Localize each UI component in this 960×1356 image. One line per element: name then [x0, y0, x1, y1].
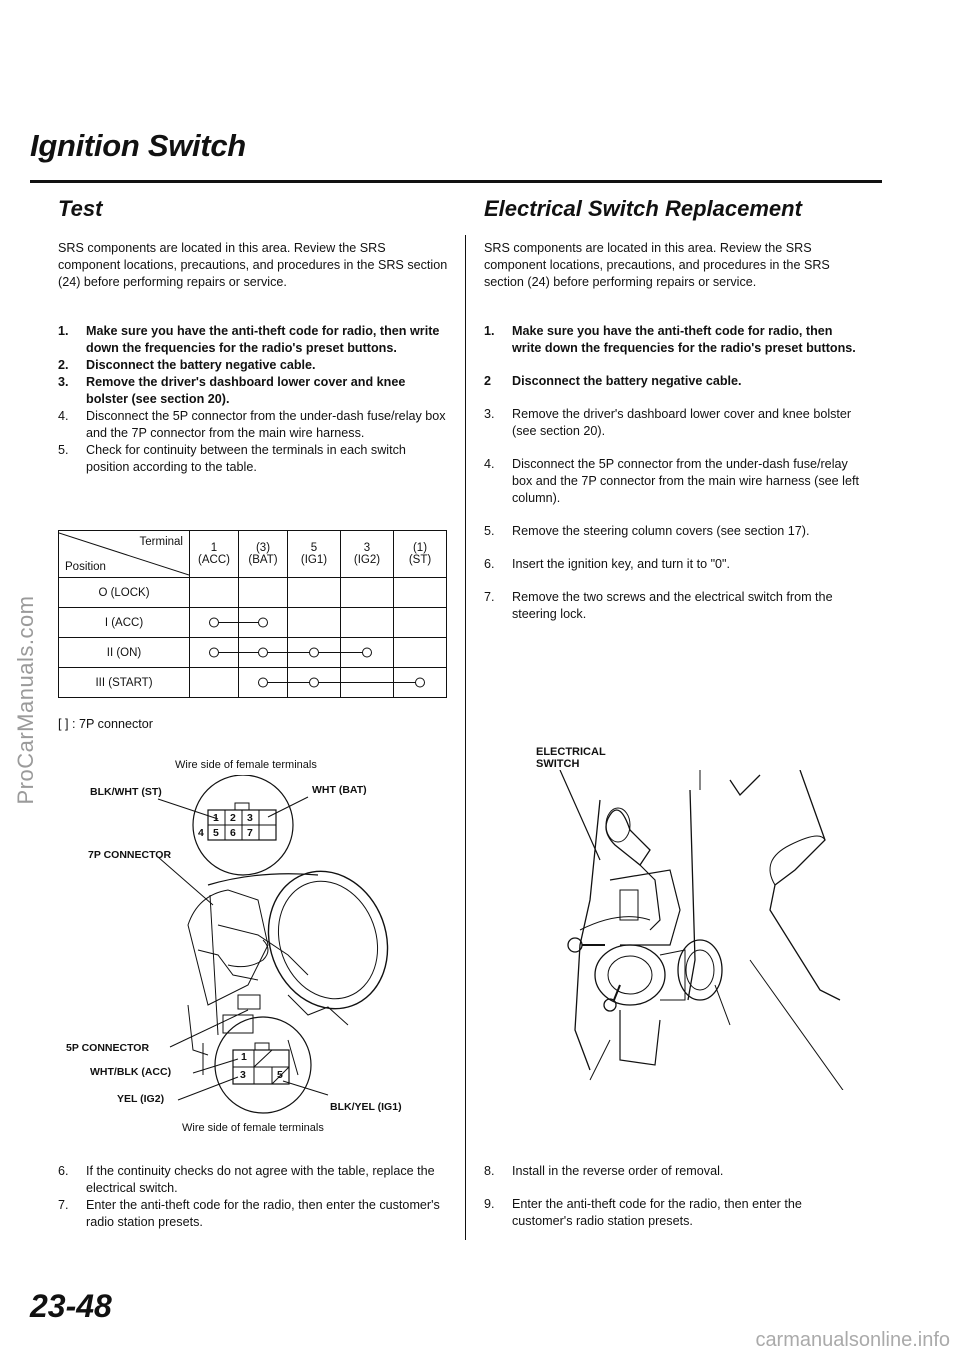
side-watermark — [6, 400, 46, 1000]
pin-5p-1: 1 — [241, 1051, 247, 1063]
pin-7p-6: 6 — [230, 827, 236, 839]
label-blk-wht-st: BLK/WHT (ST) — [90, 786, 162, 798]
figure-caption-top: Wire side of female terminals — [175, 759, 317, 771]
pin-7p-1: 1 — [213, 812, 219, 824]
replacement-step-8: 8. Install in the reverse order of removal. — [484, 1164, 724, 1178]
replacement-steps-after — [484, 1163, 864, 1230]
replacement-step-7: 7. Remove the two screws and the electrical switch from the steering lock. — [484, 590, 833, 621]
pin-5p-5: 5 — [277, 1069, 283, 1081]
test-step-5: 5. Check for continuity between the terminals in each switch position according to the table. — [58, 443, 406, 474]
replacement-step-1: 1. Make sure you have the anti-theft code for radio, then write down the frequencies for the radio's preset buttons. — [484, 324, 856, 355]
col-header-4: 3 (IG2) — [341, 531, 394, 578]
replacement-step-2: 2 Disconnect the battery negative cable. — [484, 374, 742, 388]
replacement-step-6: 6. Insert the ignition key, and turn it to "0". — [484, 557, 731, 571]
table-row: II (ON) — [59, 638, 447, 668]
table-row: O (LOCK) — [59, 578, 447, 608]
label-7p-connector: 7P CONNECTOR — [88, 849, 172, 861]
side-watermark-text: ProCarManuals.com — [13, 595, 38, 805]
switch-figure — [520, 770, 880, 1090]
replacement-steps — [484, 323, 864, 623]
continuity-table-wrap — [58, 530, 447, 698]
table-note: [ ] : 7P connector — [58, 717, 153, 731]
test-steps-after — [58, 1163, 448, 1231]
test-step-4: 4. Disconnect the 5P connector from the under-dash fuse/relay box and the 7P connector from the main wire harness. — [58, 409, 446, 440]
label-5p-connector: 5P CONNECTOR — [66, 1042, 150, 1054]
replacement-step-9: 9. Enter the anti-theft code for the radio, then enter the customer's radio station presets. — [484, 1197, 802, 1228]
col-header-5: (1) (ST) — [394, 531, 447, 578]
pin-5p-3: 3 — [240, 1069, 246, 1081]
label-wht-blk-acc: WHT/BLK (ACC) — [90, 1066, 172, 1078]
test-heading: Test — [58, 196, 103, 221]
test-step-2: 2. Disconnect the battery negative cable. — [58, 358, 316, 372]
test-step-1: 1. Make sure you have the anti-theft code for radio, then write down the frequencies for the radio's preset buttons. — [58, 324, 440, 355]
label-blk-yel-ig1: BLK/YEL (IG1) — [330, 1101, 402, 1113]
continuity-table — [58, 530, 447, 698]
replacement-step-5: 5. Remove the steering column covers (see section 17). — [484, 524, 810, 538]
label-wht-bat: WHT (BAT) — [312, 784, 367, 796]
pin-7p-5: 5 — [213, 827, 219, 839]
table-row: III (START) — [59, 668, 447, 698]
pin-7p-3: 3 — [247, 812, 253, 824]
title-rule — [30, 180, 882, 183]
pin-7p-7: 7 — [247, 827, 253, 839]
replacement-step-4: 4. Disconnect the 5P connector from the under-dash fuse/relay box and the 7P connector from the main wire harness (see left column). — [484, 457, 859, 505]
col-header-3: 5 (IG1) — [288, 531, 341, 578]
test-step-3: 3. Remove the driver's dashboard lower cover and knee bolster (see section 20). — [58, 375, 406, 406]
corner-terminal-label: Terminal — [139, 536, 183, 548]
test-intro: SRS components are located in this area. Review the SRS component locations, precautions, and procedures in the SRS section (24) before performing repairs or service. — [58, 241, 448, 289]
table-row: I (ACC) — [59, 608, 447, 638]
test-step-7: 7. Enter the anti-theft code for the radio, then enter the customer's radio station presets. — [58, 1198, 440, 1229]
pin-7p-4: 4 — [198, 827, 204, 839]
bottom-watermark: carmanualsonline.info — [755, 1329, 950, 1351]
replacement-step-3: 3. Remove the driver's dashboard lower cover and knee bolster (see section 20). — [484, 407, 852, 438]
page-number: 23-48 — [30, 1288, 112, 1324]
test-step-6: 6. If the continuity checks do not agree with the table, replace the electrical switch. — [58, 1164, 435, 1195]
pin-7p-2: 2 — [230, 812, 236, 824]
replacement-heading: Electrical Switch Replacement — [484, 196, 802, 221]
corner-position-label: Position — [65, 561, 106, 573]
col-header-2: (3) (BAT) — [239, 531, 288, 578]
label-yel-ig2: YEL (IG2) — [117, 1093, 165, 1105]
electrical-switch-label: ELECTRICAL SWITCH — [536, 746, 606, 770]
page-title: Ignition Switch — [30, 128, 246, 163]
column-divider — [465, 235, 466, 1240]
figure-caption-bottom: Wire side of female terminals — [182, 1122, 324, 1134]
replacement-intro: SRS components are located in this area. Review the SRS component locations, precautions, and procedures in the SRS section (24) before performing repairs or service. — [484, 241, 830, 289]
test-steps — [58, 323, 448, 476]
col-header-1: 1 (ACC) — [190, 531, 239, 578]
table-corner-cell — [59, 531, 190, 578]
